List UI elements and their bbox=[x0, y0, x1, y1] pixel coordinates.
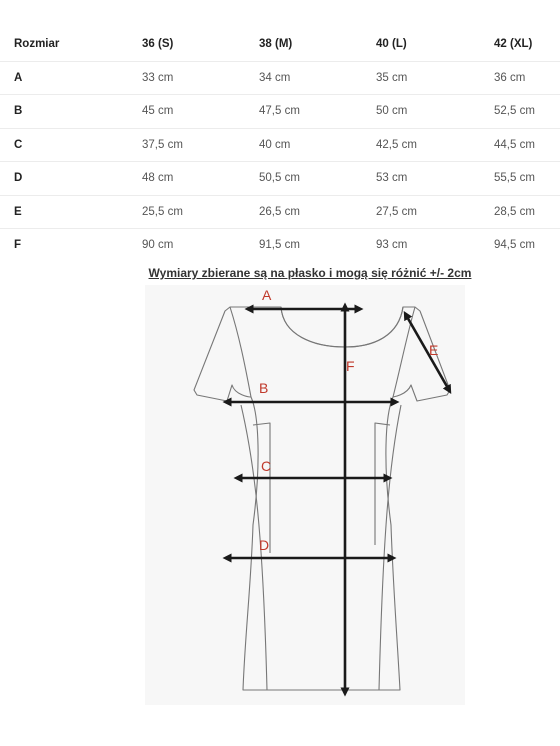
table-row bbox=[0, 128, 560, 162]
table-cell: 53 cm bbox=[376, 162, 494, 196]
measure-e-arrow bbox=[406, 315, 449, 390]
header-rozmiar: Rozmiar bbox=[14, 38, 60, 51]
measure-f-label: F bbox=[346, 358, 355, 374]
dress-outline bbox=[145, 285, 465, 705]
table-row bbox=[0, 95, 560, 129]
table-cell: 42,5 cm bbox=[376, 128, 494, 162]
left-armhole-seam bbox=[230, 307, 251, 397]
measure-a-label: A bbox=[262, 287, 272, 303]
table-row bbox=[0, 162, 560, 196]
table-cell: 25,5 cm bbox=[142, 195, 259, 229]
right-armhole-seam bbox=[393, 307, 415, 397]
table-cell: 50,5 cm bbox=[259, 162, 376, 196]
table-cell: 50 cm bbox=[376, 95, 494, 129]
table-cell: 36 cm bbox=[494, 61, 560, 95]
table-cell: 90 cm bbox=[142, 229, 259, 262]
table-cell: 48 cm bbox=[142, 162, 259, 196]
row-label: E bbox=[0, 195, 142, 229]
table-row bbox=[0, 195, 560, 229]
table-row bbox=[0, 61, 560, 95]
table-cell: 40 cm bbox=[259, 128, 376, 162]
table-cell: 44,5 cm bbox=[494, 128, 560, 162]
table-cell: 37,5 cm bbox=[142, 128, 259, 162]
table-cell: 26,5 cm bbox=[259, 195, 376, 229]
dress-silhouette bbox=[194, 307, 450, 690]
header-size-s: 36 (S) bbox=[142, 38, 174, 51]
table-row bbox=[0, 229, 560, 262]
table-cell: 55,5 cm bbox=[494, 162, 560, 196]
measure-c-label: C bbox=[261, 458, 272, 474]
table-cell: 35 cm bbox=[376, 61, 494, 95]
measure-e-label: E bbox=[429, 342, 439, 358]
size-table bbox=[0, 28, 560, 262]
table-cell: 94,5 cm bbox=[494, 229, 560, 262]
table-cell: 45 cm bbox=[142, 95, 259, 129]
measurement-note: Wymiary zbierane są na płasko i mogą się różnić +/- 2cm bbox=[148, 266, 472, 280]
row-label: D bbox=[0, 162, 142, 196]
table-cell: 52,5 cm bbox=[494, 95, 560, 129]
header-size-m: 38 (M) bbox=[259, 38, 293, 51]
table-cell: 93 cm bbox=[376, 229, 494, 262]
dress-diagram bbox=[145, 285, 465, 705]
row-label: C bbox=[0, 128, 142, 162]
table-cell: 28,5 cm bbox=[494, 195, 560, 229]
table-cell: 33 cm bbox=[142, 61, 259, 95]
measure-d-label: D bbox=[259, 537, 270, 553]
table-header-row bbox=[0, 28, 560, 61]
right-pocket bbox=[375, 423, 390, 545]
table-cell: 27,5 cm bbox=[376, 195, 494, 229]
row-label: B bbox=[0, 95, 142, 129]
row-label: A bbox=[0, 61, 142, 95]
neckline bbox=[281, 307, 403, 347]
header-size-xl: 42 (XL) bbox=[494, 38, 533, 51]
header-size-l: 40 (L) bbox=[376, 38, 407, 51]
row-label: F bbox=[0, 229, 142, 262]
table-cell: 91,5 cm bbox=[259, 229, 376, 262]
table-cell: 47,5 cm bbox=[259, 95, 376, 129]
measure-b-label: B bbox=[259, 380, 269, 396]
table-cell: 34 cm bbox=[259, 61, 376, 95]
